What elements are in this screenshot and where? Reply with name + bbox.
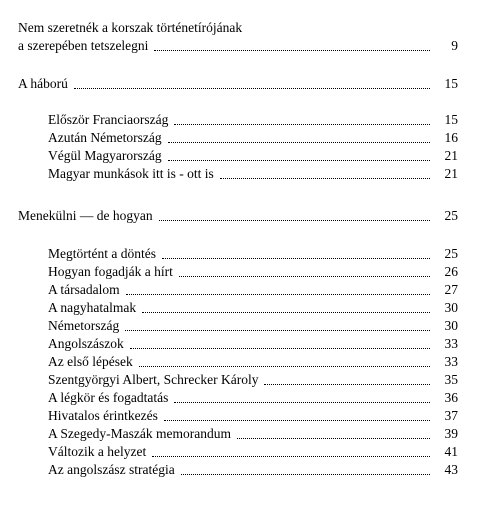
toc-item-page: 37	[444, 408, 458, 423]
toc-item-page: 33	[444, 336, 458, 351]
toc-item	[48, 424, 458, 442]
toc-item-page: 15	[444, 112, 458, 127]
toc-item	[48, 298, 458, 316]
toc-item-page: 27	[444, 282, 458, 297]
dot-leader	[154, 50, 430, 51]
dot-leader	[168, 160, 430, 161]
toc-item-page: 16	[444, 130, 458, 145]
toc-item-title: Németország	[48, 318, 120, 333]
toc-item	[48, 442, 458, 460]
toc-item	[48, 460, 458, 478]
toc-item-title: A társadalom	[48, 282, 120, 297]
toc-item-title: Hivatalos érintkezés	[48, 408, 158, 423]
toc-item-page: 35	[444, 372, 458, 387]
dot-leader	[174, 402, 430, 403]
toc-section-title: Menekülni — de hogyan	[18, 208, 153, 223]
toc-section-page: 25	[444, 208, 458, 223]
toc-item-page: 41	[444, 444, 458, 459]
toc-item	[48, 164, 458, 182]
dot-leader	[181, 474, 430, 475]
toc-item-page: 43	[444, 462, 458, 477]
toc-item	[48, 388, 458, 406]
dot-leader	[164, 420, 430, 421]
toc-item-page: 36	[444, 390, 458, 405]
dot-leader	[264, 384, 430, 385]
toc-item	[48, 244, 458, 262]
toc-section-war	[18, 74, 458, 92]
toc-entry-intro	[18, 36, 458, 54]
toc-item-title: Angolszászok	[48, 336, 124, 351]
toc-item-page: 21	[444, 148, 458, 163]
dot-leader	[139, 366, 430, 367]
toc-entry-title: a szerepében tetszelegni	[18, 38, 149, 53]
dot-leader	[130, 348, 430, 349]
toc-item-page: 33	[444, 354, 458, 369]
dot-leader	[159, 220, 430, 221]
toc-item-title: Változik a helyzet	[48, 444, 147, 459]
toc-item-page: 30	[444, 300, 458, 315]
dot-leader	[168, 142, 430, 143]
toc-item-title: Az angolszász stratégia	[48, 462, 175, 477]
toc-item-title: A légkör és fogadtatás	[48, 390, 169, 405]
dot-leader	[162, 258, 430, 259]
toc-section-title: A háború	[18, 76, 68, 91]
toc-item-page: 21	[444, 166, 458, 181]
toc-item-title: A nagyhatalmak	[48, 300, 137, 315]
toc-item	[48, 280, 458, 298]
toc-item-page: 30	[444, 318, 458, 333]
toc-item-page: 39	[444, 426, 458, 441]
dot-leader	[152, 456, 430, 457]
toc-item-title: A Szegedy-Maszák memorandum	[48, 426, 231, 441]
dot-leader	[237, 438, 430, 439]
toc-item	[48, 262, 458, 280]
toc-item-page: 25	[444, 246, 458, 261]
toc-item	[48, 146, 458, 164]
toc-item	[48, 316, 458, 334]
toc-item	[48, 406, 458, 424]
dot-leader	[125, 330, 430, 331]
toc-entry-page: 9	[451, 38, 458, 53]
toc-item-title: Hogyan fogadják a hírt	[48, 264, 173, 279]
toc-item	[48, 334, 458, 352]
dot-leader	[142, 312, 430, 313]
dot-leader	[126, 294, 430, 295]
toc-item-title: Magyar munkások itt is - ott is	[48, 166, 214, 181]
toc-entry-intro-line1: Nem szeretnék a korszak történetírójának	[18, 20, 243, 35]
toc-section-page: 15	[444, 76, 458, 91]
toc-item-title: Megtörtént a döntés	[48, 246, 156, 261]
dot-leader	[220, 178, 430, 179]
toc-item	[48, 370, 458, 388]
dot-leader	[179, 276, 430, 277]
dot-leader	[174, 124, 430, 125]
toc-item-title: Végül Magyarország	[48, 148, 162, 163]
toc-item	[48, 352, 458, 370]
toc-item-title: Az első lépések	[48, 354, 133, 369]
toc-section-flee	[18, 206, 458, 224]
toc-item	[48, 128, 458, 146]
dot-leader	[74, 88, 430, 89]
toc-item-page: 26	[444, 264, 458, 279]
toc-item-title: Először Franciaország	[48, 112, 169, 127]
toc-item	[48, 110, 458, 128]
toc-item-title: Szentgyörgyi Albert, Schrecker Károly	[48, 372, 259, 387]
toc-item-title: Azután Németország	[48, 130, 162, 145]
